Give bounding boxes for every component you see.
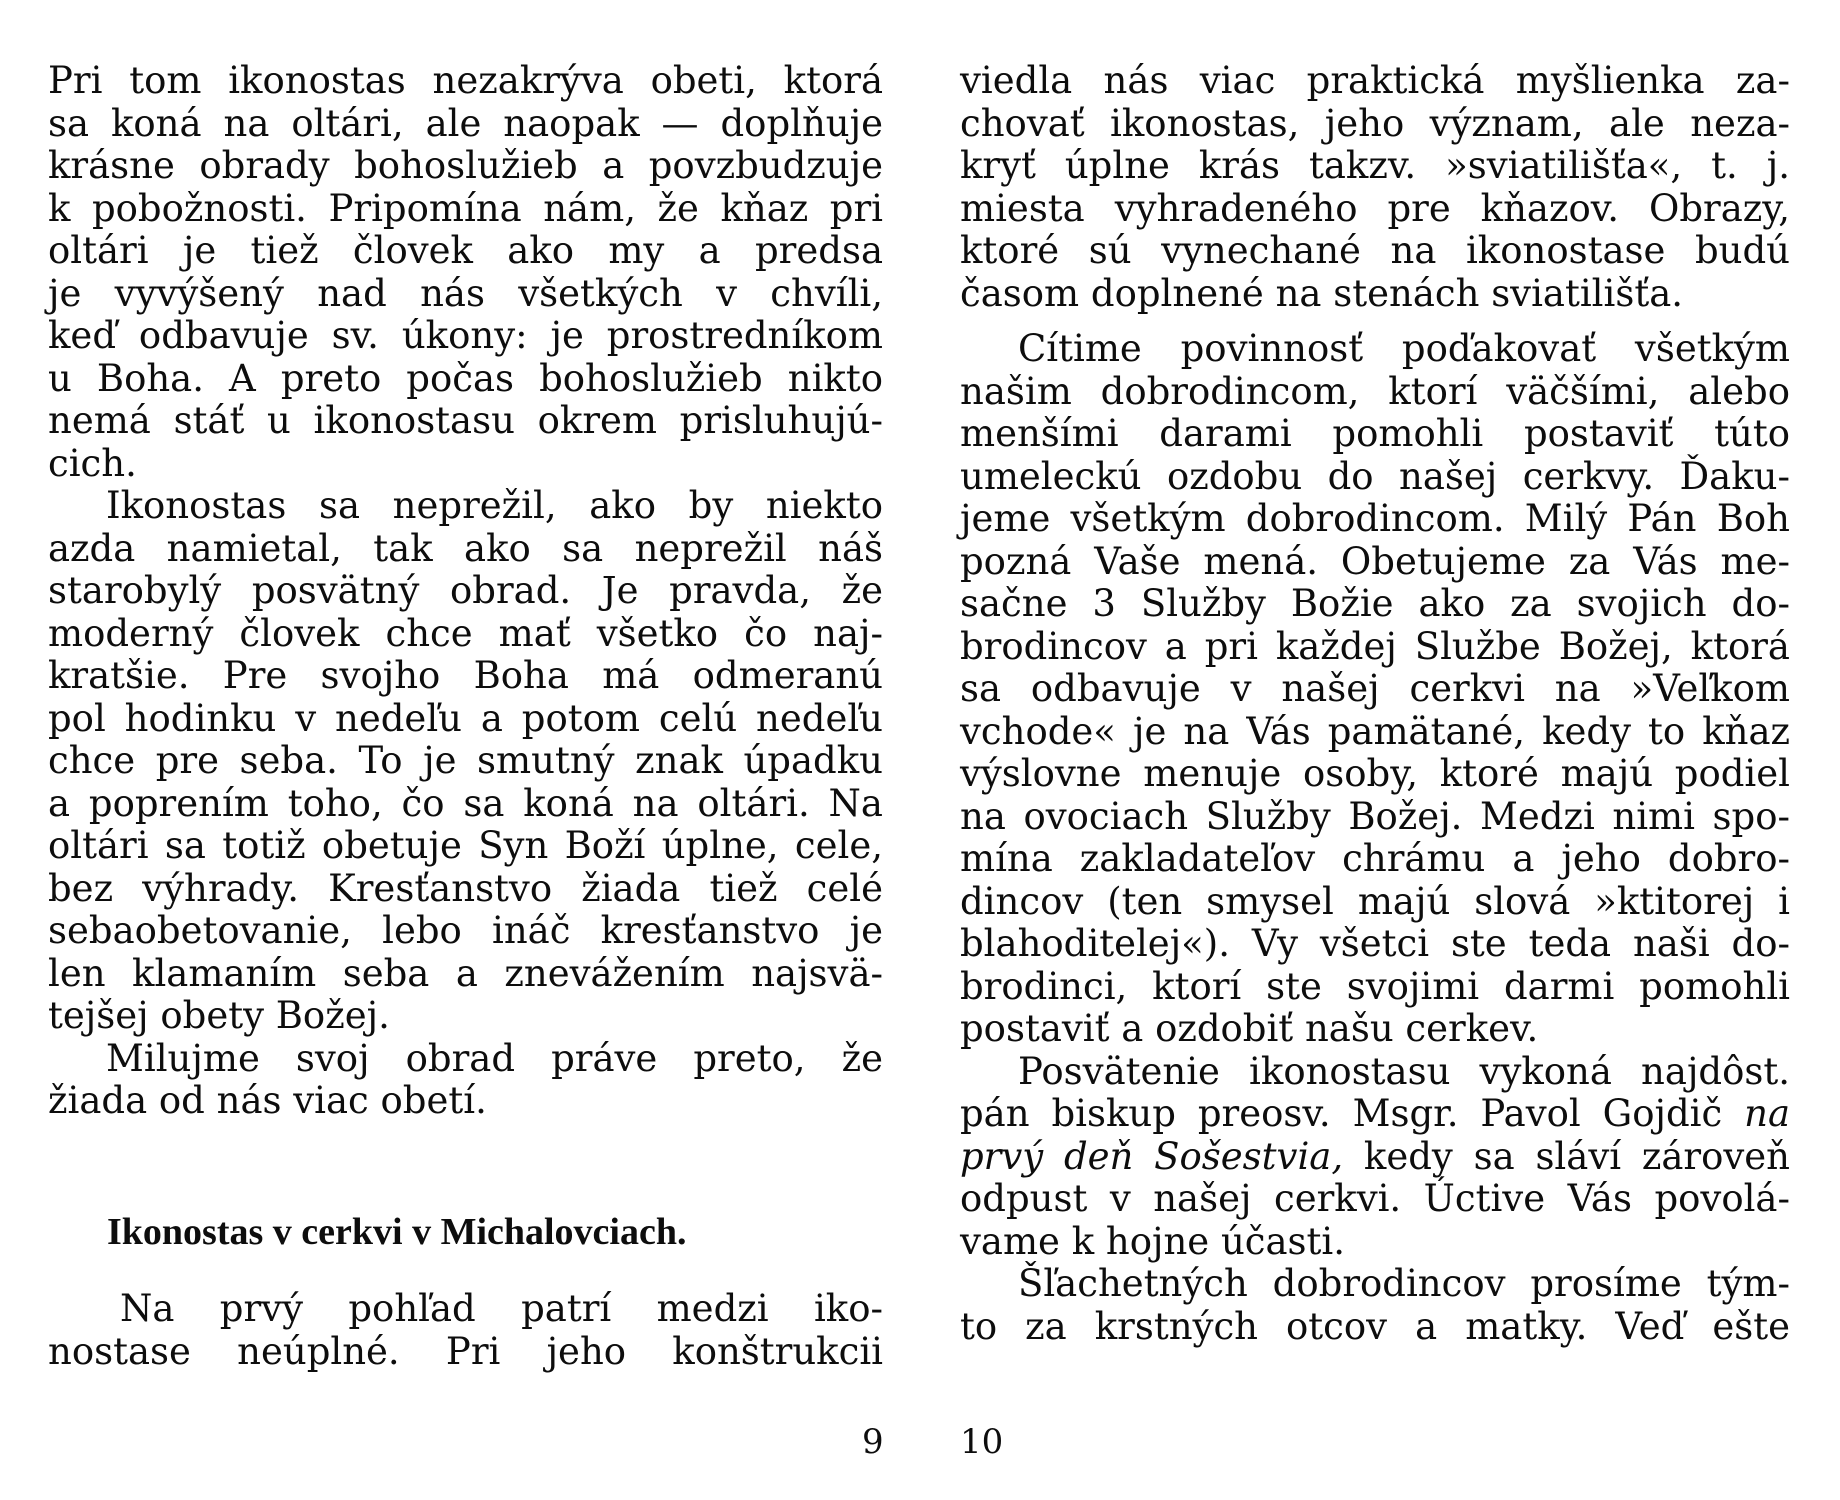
text-line: na ovociach Služby Božej. Medzi nimi spo-	[960, 794, 1790, 838]
text-fragment: kedy sa sláví zároveň	[1343, 1134, 1790, 1178]
left-paragraph-1	[48, 60, 883, 485]
text-line: len klamaním seba a znevážením najsvä-	[48, 951, 883, 995]
text-line: jeme všetkým dobrodincom. Milý Pán Boh	[960, 497, 1790, 540]
text-line: kryť úplne krás takzv. »sviatilišťa«, t. j.	[960, 144, 1790, 187]
text-line: Ikonostas sa neprežil, ako by niekto	[106, 484, 883, 527]
text-line: umeleckú ozdobu do našej cerkvy. Ďaku-	[960, 454, 1790, 498]
text-line: časom doplnené na stenách sviatilišťa.	[960, 271, 1684, 315]
text-line: chce pre seba. To je smutný znak úpadku	[48, 739, 883, 782]
text-line: odpust v našej cerkvi. Úctive Vás povolá-	[960, 1177, 1790, 1220]
text-line: výslovne menuje osoby, ktoré majú podiel	[960, 752, 1790, 795]
text-line: pozná Vaše mená. Obetujeme za Vás me-	[960, 539, 1790, 583]
text-fragment: pán biskup preosv. Msgr. Pavol Gojdič	[960, 1092, 1745, 1135]
left-paragraph-2	[48, 485, 883, 1038]
text-line: sačne 3 Služby Božie ako za svojich do-	[960, 582, 1790, 625]
left-paragraph-3	[48, 1038, 883, 1123]
text-line: starobylý posvätný obrad. Je pravda, že	[48, 569, 883, 612]
right-page	[920, 0, 1840, 1500]
text-line: Na prvý pohľad patrí medzi iko-	[120, 1287, 883, 1330]
text-line: Pri tom ikonostas nezakrýva obeti, ktorá	[48, 59, 883, 102]
text-line-mixed	[960, 1136, 1790, 1179]
left-column-text	[48, 60, 883, 1123]
italic-text-fragment: prvý deň Sošestvia,	[960, 1134, 1344, 1178]
text-line: viedla nás viac praktická myšlienka za-	[960, 59, 1790, 102]
right-column-text	[960, 60, 1790, 1348]
text-line: oltári je tiež človek ako my a predsa	[48, 229, 883, 272]
text-line: krásne obrady bohoslužieb a povzbudzuje	[48, 144, 883, 187]
text-line: sebaobetovanie, lebo ináč kresťanstvo je	[48, 909, 883, 952]
text-line: vame k hojne účasti.	[960, 1219, 1346, 1263]
text-line: cich.	[48, 441, 137, 485]
text-line: je vyvýšený nad nás všetkých v chvíli,	[48, 271, 883, 315]
text-line: menšími darami pomohli postaviť túto	[960, 412, 1790, 455]
text-line: brodincov a pri každej Službe Božej, ktorá	[960, 624, 1790, 668]
text-line: Cítime povinnosť poďakovať všetkým	[1018, 327, 1790, 370]
text-line: ktoré sú vynechané na ikonostase budú	[960, 229, 1790, 272]
text-line: vchode« je na Vás pamätané, kedy to kňaz	[960, 709, 1790, 753]
text-line: a poprením toho, čo sa koná na oltári. Na	[48, 781, 883, 825]
text-line: nostase neúplné. Pri jeho konštrukcii	[48, 1329, 883, 1373]
text-line: nemá stáť u ikonostasu okrem prisluhujú-	[48, 399, 883, 442]
text-line: mína zakladateľov chrámu a jeho dobro-	[960, 837, 1790, 880]
text-line: moderný človek chce mať všetko čo naj-	[48, 611, 883, 655]
text-line: postaviť a ozdobiť našu cerkev.	[960, 1007, 1539, 1050]
right-paragraph-1	[960, 60, 1790, 315]
text-line: blahoditelej«). Vy všetci ste teda naši do-	[960, 922, 1790, 965]
text-line-mixed	[960, 1093, 1790, 1136]
text-line: kratšie. Pre svojho Boha má odmeranú	[48, 654, 883, 697]
text-line: sa koná na oltári, ale naopak — doplňuje	[48, 101, 883, 145]
text-line: Milujme svoj obrad práve preto, že	[106, 1036, 883, 1080]
text-line: pol hodinku v nedeľu a potom celú nedeľu	[48, 696, 883, 740]
left-paragraph-4	[48, 1288, 883, 1373]
page-number: 9	[862, 1422, 884, 1462]
italic-text-fragment: na	[1744, 1092, 1790, 1135]
text-line: oltári sa totiž obetuje Syn Boží úplne, cele,	[48, 824, 883, 867]
text-line: miesta vyhradeného pre kňazov. Obrazy,	[960, 186, 1790, 230]
text-line: dincov (ten smysel majú slová »ktitorej i	[960, 879, 1790, 923]
text-line: tejšej obety Božej.	[48, 994, 390, 1037]
text-line: bez výhrady. Kresťanstvo žiada tiež celé	[48, 866, 883, 910]
section-heading: Ikonostas v cerkvi v Michalovciach.	[107, 1211, 687, 1253]
text-line: sa odbavuje v našej cerkvi na »Veľkom	[960, 667, 1790, 710]
text-line: keď odbavuje sv. úkony: je prostredníkom	[48, 314, 883, 357]
text-line: to za krstných otcov a matky. Veď ešte	[960, 1304, 1790, 1348]
right-paragraph-3	[960, 1051, 1790, 1264]
text-line: Šľachetných dobrodincov prosíme tým-	[1018, 1262, 1790, 1305]
text-line: u Boha. A preto počas bohoslužieb nikto	[48, 356, 883, 400]
text-line: Posvätenie ikonostasu vykoná najdôst.	[1018, 1049, 1790, 1093]
text-line: našim dobrodincom, ktorí väčšími, alebo	[960, 369, 1790, 413]
text-line: chovať ikonostas, jeho význam, ale neza-	[960, 101, 1790, 145]
page-number: 10	[960, 1422, 1004, 1462]
text-line: k pobožnosti. Pripomína nám, že kňaz pri	[48, 186, 883, 230]
text-line: azda namietal, tak ako sa neprežil náš	[48, 526, 883, 570]
right-paragraph-2	[960, 328, 1790, 1051]
right-paragraph-4	[960, 1263, 1790, 1348]
text-line: brodinci, ktorí ste svojimi darmi pomohli	[960, 964, 1790, 1008]
text-line: žiada od nás viac obetí.	[48, 1079, 487, 1122]
